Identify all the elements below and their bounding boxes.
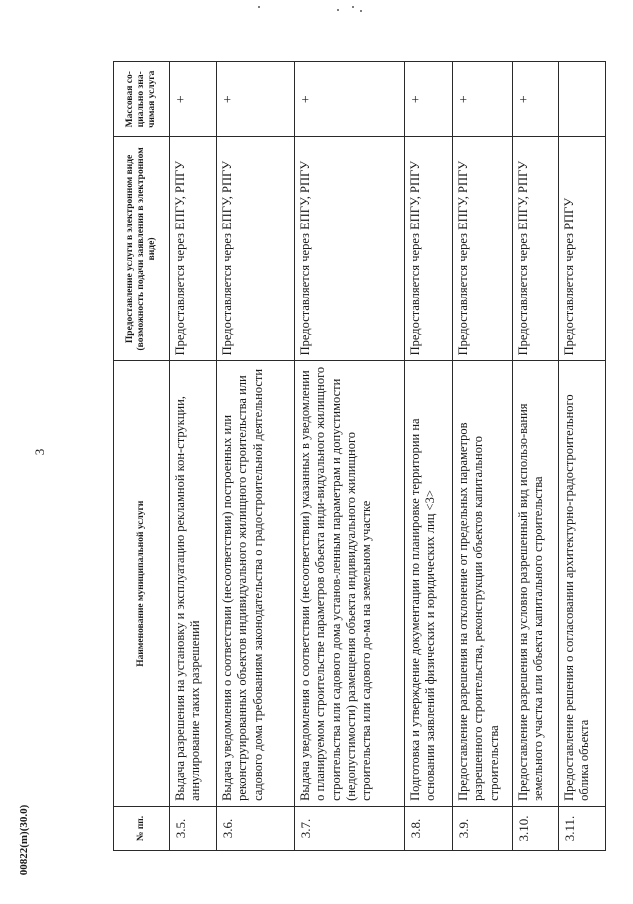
table-header-row bbox=[114, 62, 170, 851]
service-name: Предоставление решения о согласовании архитектурно-градостроительного облика объекта bbox=[559, 361, 606, 807]
provision-text: Предоставляется через ЕПГУ, РПГУ bbox=[217, 137, 295, 361]
table-row bbox=[217, 62, 295, 851]
service-name: Подготовка и утверждение документации по планировке территории на основании заявлений физических и юридических лиц <3> bbox=[405, 361, 453, 807]
row-number: 3.10. bbox=[513, 806, 559, 850]
mass-mark: + bbox=[453, 62, 513, 137]
table-row bbox=[453, 62, 513, 851]
table-row bbox=[295, 62, 405, 851]
provision-text: Предоставляется через РПГУ bbox=[559, 137, 606, 361]
mass-mark: + bbox=[217, 62, 295, 137]
page-number: 3 bbox=[32, 448, 47, 456]
row-number: 3.9. bbox=[453, 806, 513, 850]
row-number: 3.6. bbox=[217, 806, 295, 850]
header-service-name: Наименование муниципальной услуги bbox=[114, 361, 170, 807]
mass-mark: + bbox=[295, 62, 405, 137]
services-table-rotated bbox=[113, 61, 592, 851]
table-row bbox=[513, 62, 559, 851]
mass-mark: + bbox=[170, 62, 217, 137]
document-code: 00822(m)(30.0) bbox=[18, 804, 30, 876]
service-name: Выдача разрешения на установку и эксплуатацию рекламной кон-струкции, аннулирование таких разрешений bbox=[170, 361, 217, 807]
table-row bbox=[170, 62, 217, 851]
provision-text: Предоставляется через ЕПГУ, РПГУ bbox=[295, 137, 405, 361]
provision-text: Предоставляется через ЕПГУ, РПГУ bbox=[513, 137, 559, 361]
row-number: 3.8. bbox=[405, 806, 453, 850]
mass-mark bbox=[559, 62, 606, 137]
mass-mark: + bbox=[405, 62, 453, 137]
header-num: № пп. bbox=[114, 806, 170, 850]
provision-text: Предоставляется через ЕПГУ, РПГУ bbox=[405, 137, 453, 361]
row-number: 3.7. bbox=[295, 806, 405, 850]
service-name: Предоставление разрешения на отклонение от предельных параметров разрешенного строительства, реконструкции объектов капитального строительства bbox=[453, 361, 513, 807]
mass-mark: + bbox=[513, 62, 559, 137]
service-name: Выдача уведомления о соответствии (несоответствии) построенных или реконструированных объектов индивидуального жилищного строительства или садового дома требованиям законодательства о градостроительной деятельности bbox=[217, 361, 295, 807]
table-row bbox=[559, 62, 606, 851]
row-number: 3.11. bbox=[559, 806, 606, 850]
header-mass-service: Массовая со-циально зна-чимая услуга bbox=[114, 62, 170, 137]
table-row bbox=[405, 62, 453, 851]
services-table bbox=[113, 61, 606, 851]
service-name: Выдача уведомления о соответствии (несоответствии) указанных в уведомлении о планируемом строительстве параметров объекта инди-видуального жилищного строительства или садового дома установ-ленным параметрам и допустимости (недопустимости) размещения объекта индивидуального жилищного строительства или садового до-ма на земельном участке bbox=[295, 361, 405, 807]
provision-text: Предоставляется через ЕПГУ, РПГУ bbox=[453, 137, 513, 361]
provision-text: Предоставляется через ЕПГУ, РПГУ bbox=[170, 137, 217, 361]
header-electronic-provision: Предоставление услуги в электронном виде (возможность подачи заявления в электронном виде) bbox=[114, 137, 170, 361]
row-number: 3.5. bbox=[170, 806, 217, 850]
service-name: Предоставление разрешения на условно разрешенный вид использо-вания земельного участка или объекта капитального строительства bbox=[513, 361, 559, 807]
